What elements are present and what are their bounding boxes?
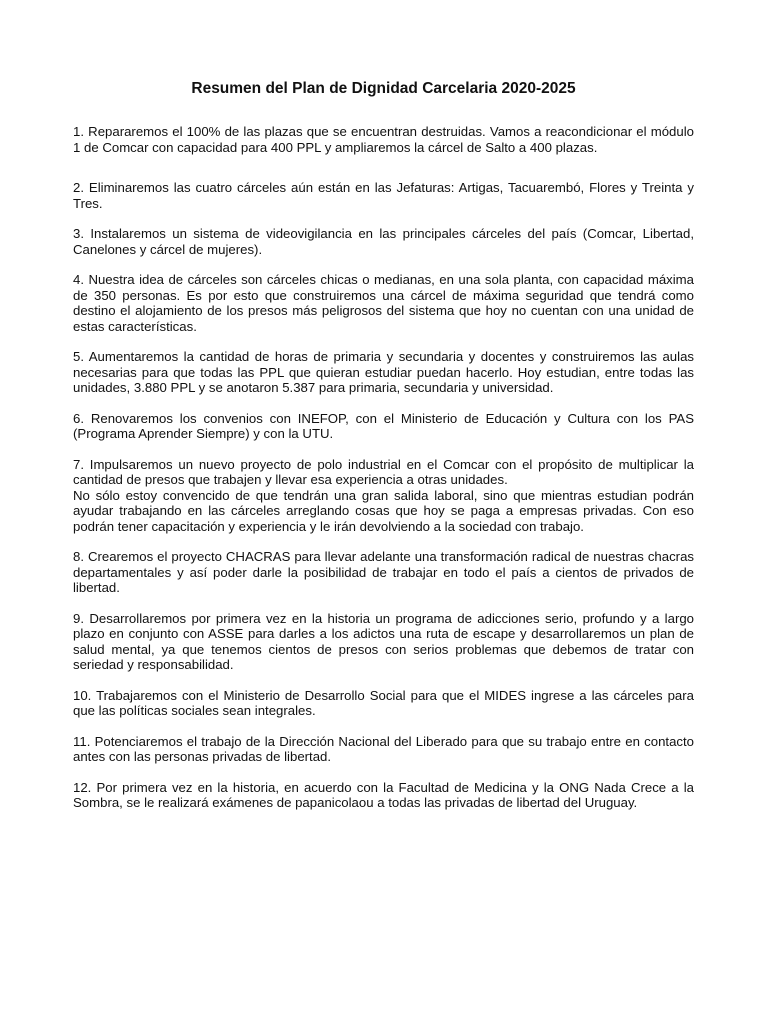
paragraph-7-intro: 7. Impulsaremos un nuevo proyecto de polo industrial en el Comcar con el propósito de multiplicar la cantidad de presos que trabajen y llevar esa experiencia a otras unidades. — [73, 456, 694, 487]
paragraph-5: 5. Aumentaremos la cantidad de horas de primaria y secundaria y docentes y construiremos las aulas necesarias para que todas las PPL que quieran estudiar puedan hacerlo. Hoy estudian, entre todas las unidades, 3.880 PPL y se anotaron 5.387 para primaria, secundaria y universidad. — [73, 349, 694, 395]
paragraph-1: 1. Repararemos el 100% de las plazas que se encuentran destruidas. Vamos a reacondicionar el módulo 1 de Comcar con capacidad para 400 PPL y ampliaremos la cárcel de Salto a 400 plazas. — [73, 124, 694, 155]
paragraph-6: 6. Renovaremos los convenios con INEFOP, con el Ministerio de Educación y Cultura con los PAS (Programa Aprender Siempre) y con la UTU. — [73, 410, 694, 441]
paragraph-3: 3. Instalaremos un sistema de videovigilancia en las principales cárceles del país (Comcar, Libertad, Canelones y cárcel de mujeres). — [73, 226, 694, 257]
paragraph-11: 11. Potenciaremos el trabajo de la Dirección Nacional del Liberado para que su trabajo entre en contacto antes con las personas privadas de libertad. — [73, 733, 694, 764]
document-title: Resumen del Plan de Dignidad Carcelaria 2020-2025 — [191, 80, 576, 97]
paragraph-9: 9. Desarrollaremos por primera vez en la historia un programa de adicciones serio, profundo y a largo plazo en conjunto con ASSE para darles a los adictos una ruta de escape y desarrollaremos un plan de salud mental, ya que tenemos cientos de presos con serios problemas que debemos de tratar con seriedad y responsabilidad. — [73, 610, 694, 672]
paragraph-7 — [73, 457, 694, 535]
paragraph-8: 8. Crearemos el proyecto CHACRAS para llevar adelante una transformación radical de nuestras chacras departamentales y así poder darle la posibilidad de trabajar en todo el país a cientos de privados de libertad. — [73, 549, 694, 595]
paragraph-10: 10. Trabajaremos con el Ministerio de Desarrollo Social para que el MIDES ingrese a las cárceles para que las políticas sociales sean integrales. — [73, 687, 694, 718]
paragraph-2: 2. Eliminaremos las cuatro cárceles aún están en las Jefaturas: Artigas, Tacuarembó, Flores y Treinta y Tres. — [73, 180, 694, 211]
paragraph-4: 4. Nuestra idea de cárceles son cárceles chicas o medianas, en una sola planta, con capacidad máxima de 350 personas. Es por esto que construiremos una cárcel de máxima seguridad que tendrá como destino el alojamiento de los presos más peligrosos del sistema que hoy no cuentan con una unidad de estas características. — [73, 272, 694, 334]
document-page — [73, 79, 694, 826]
paragraph-7-continuation: No sólo estoy convencido de que tendrán una gran salida laboral, sino que mientras estudian podrán ayudar trabajando en las cárceles arreglando cosas que hoy se paga a empresas privadas. Con eso podrán tener capacitación y experiencia y le irán devolviendo a la sociedad con trabajo. — [73, 487, 694, 534]
paragraph-12: 12. Por primera vez en la historia, en acuerdo con la Facultad de Medicina y la ONG Nada Crece a la Sombra, se le realizará exámenes de papanicolaou a todas las privadas de libertad del Uruguay. — [73, 779, 694, 810]
